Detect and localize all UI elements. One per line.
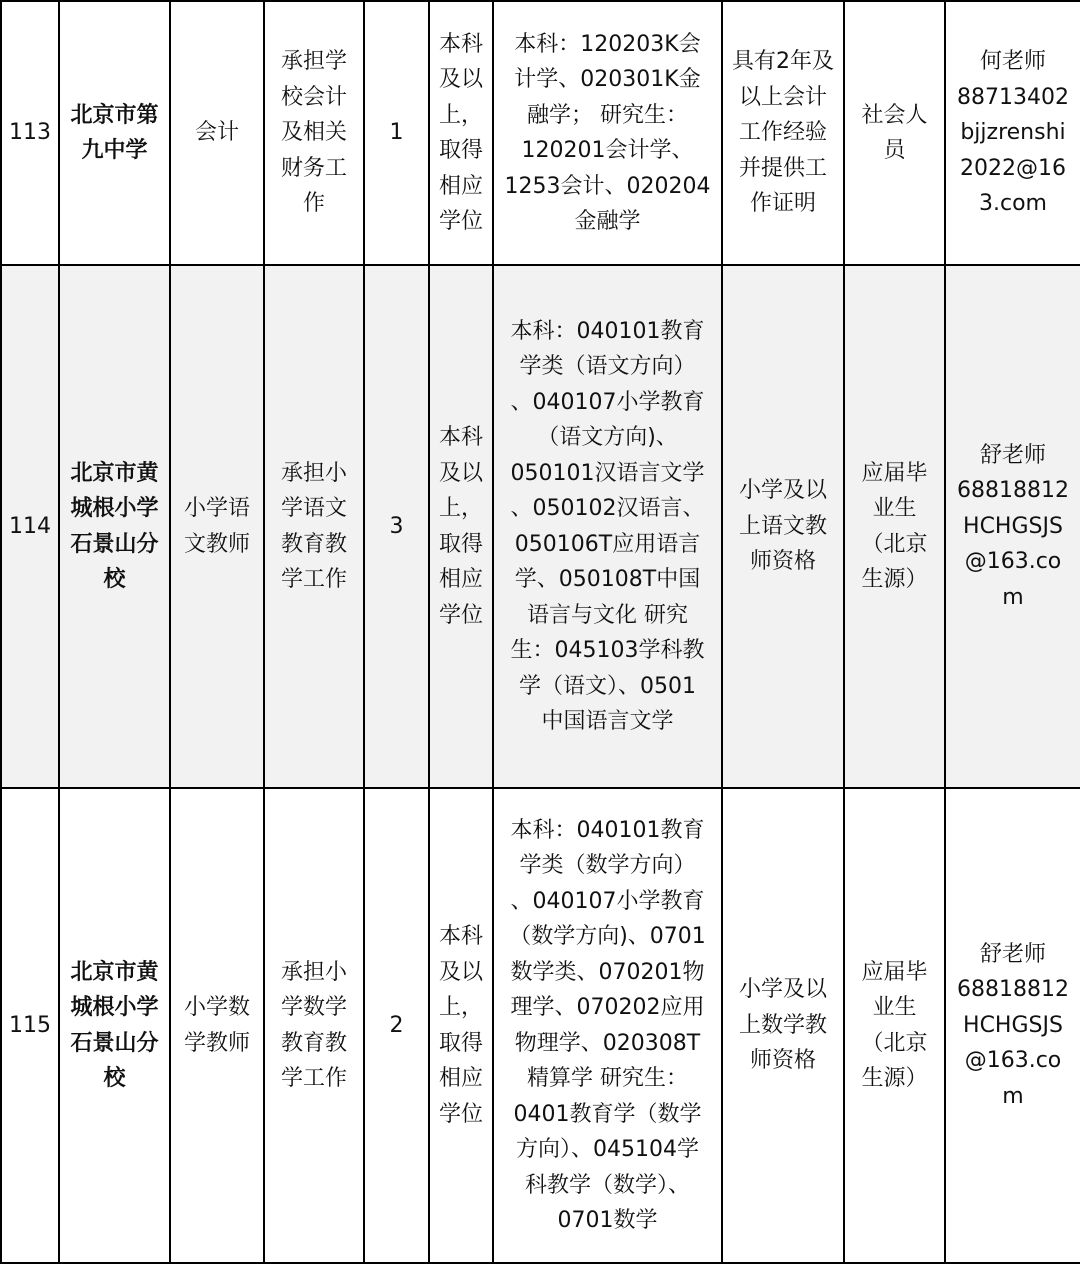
row-number: 114 [1,265,59,788]
job-duty: 承担小 学语文 教育教 学工作 [264,265,364,788]
hiring-count: 3 [364,265,429,788]
target-applicants: 应届毕 业生 （北京 生源） [844,788,945,1263]
other-requirement: 小学及以 上数学教 师资格 [722,788,844,1263]
table-row [1,1,1080,265]
position-name: 会计 [170,1,264,265]
job-duty: 承担学 校会计 及相关 财务工 作 [264,1,364,265]
school-name: 北京市黄 城根小学 石景山分 校 [59,788,170,1263]
major-requirement: 本科：120203K会 计学、020301K金 融学； 研究生： 120201会计学、 1253会计、020204 金融学 [493,1,722,265]
position-name: 小学语 文教师 [170,265,264,788]
target-applicants: 社会人 员 [844,1,945,265]
contact-info: 舒老师 68818812 HCHGSJS @163.co m [945,265,1080,788]
position-name: 小学数 学教师 [170,788,264,1263]
contact-info: 何老师 88713402 bjjzrenshi 2022@16 3.com [945,1,1080,265]
table-row [1,788,1080,1263]
education-requirement: 本科 及以 上， 取得 相应 学位 [429,265,493,788]
major-requirement: 本科：040101教育 学类（数学方向） 、040107小学教育 （数学方向)、0701 数学类、070201物 理学、070202应用 物理学、020308T 精算学 研究生： 0401教育学（数学 方向）、045104学 科教学（数学）、 0701数学 [493,788,722,1263]
education-requirement: 本科 及以 上， 取得 相应 学位 [429,1,493,265]
major-requirement: 本科：040101教育 学类（语文方向） 、040107小学教育 （语文方向)、 050101汉语言文学 、050102汉语言、 050106T应用语言 学、050108T中国 语言与文化 研究 生：045103学科教 学（语文）、0501 中国语言文学 [493,265,722,788]
job-duty: 承担小 学数学 教育教 学工作 [264,788,364,1263]
other-requirement: 小学及以 上语文教 师资格 [722,265,844,788]
table-row [1,265,1080,788]
target-applicants: 应届毕 业生 （北京 生源） [844,265,945,788]
school-name: 北京市第 九中学 [59,1,170,265]
school-name: 北京市黄 城根小学 石景山分 校 [59,265,170,788]
contact-info: 舒老师 68818812 HCHGSJS @163.co m [945,788,1080,1263]
hiring-count: 2 [364,788,429,1263]
hiring-count: 1 [364,1,429,265]
row-number: 115 [1,788,59,1263]
other-requirement: 具有2年及 以上会计 工作经验 并提供工 作证明 [722,1,844,265]
education-requirement: 本科 及以 上， 取得 相应 学位 [429,788,493,1263]
row-number: 113 [1,1,59,265]
